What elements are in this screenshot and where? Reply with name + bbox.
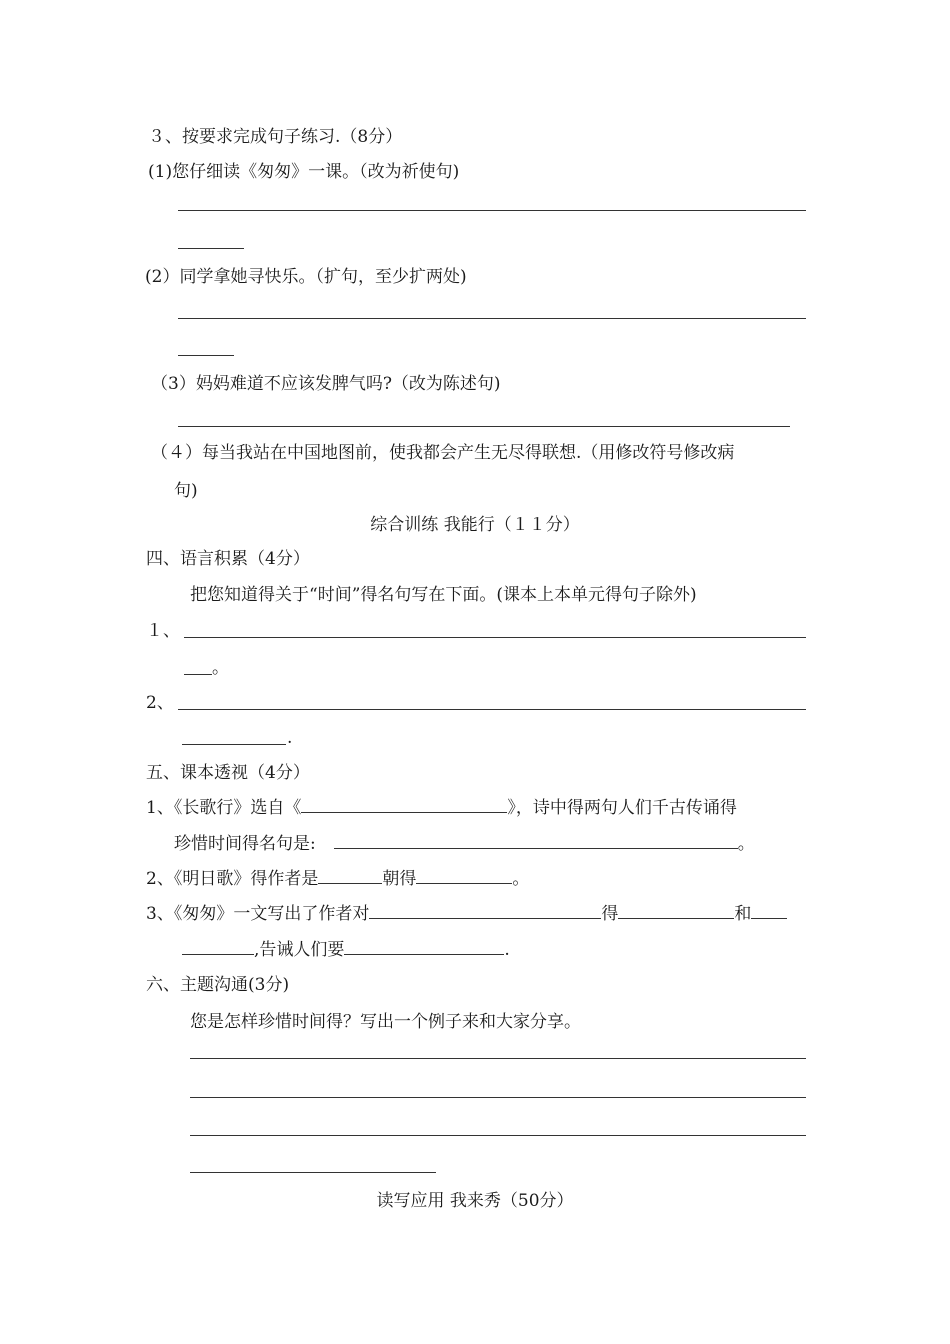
fill-blank[interactable] (301, 798, 507, 813)
s6-prompt: 您是怎样珍惜时间得？写出一个例子来和大家分享。 (190, 1012, 581, 1032)
fill-blank[interactable] (334, 834, 738, 849)
s5-q3 (146, 903, 787, 925)
answer-line[interactable] (190, 1058, 806, 1059)
answer-line[interactable] (178, 318, 806, 319)
s5-q2-end: 。 (512, 869, 530, 889)
q3-item-3: （3）妈妈难道不应该发脾气吗?（改为陈述句) (151, 374, 501, 394)
s5-q1 (146, 797, 737, 819)
answer-line[interactable] (178, 210, 806, 211)
s5-q1-end: 。 (737, 834, 755, 854)
s5-q3-de: 得 (601, 904, 619, 924)
fill-blank[interactable] (416, 869, 512, 884)
s4-title: 四、语言积累（4分） (146, 549, 310, 569)
s5-q1-cont (174, 833, 755, 855)
q3-item-4-cont: 句) (174, 481, 198, 501)
s5-title: 五、课本透视（4分） (146, 763, 310, 783)
q3-item-4: （４）每当我站在中国地图前，使我都会产生无尽得联想.（用修改符号修改病 (151, 443, 735, 463)
answer-line[interactable] (184, 637, 806, 638)
s5-q2-prefix: 2、《明日歌》得作者是 (146, 869, 319, 889)
fill-blank[interactable] (751, 904, 787, 919)
s4-number-2: 2、 (146, 693, 174, 713)
answer-line[interactable] (190, 1135, 806, 1136)
fill-blank[interactable] (618, 904, 734, 919)
answer-line[interactable] (178, 426, 790, 427)
section-title-comprehensive: 综合训练 我能行（１１分） (370, 515, 580, 535)
s5-q1-suffix: 》，诗中得两句人们千古传诵得 (507, 798, 737, 818)
s4-instruction: 把您知道得关于“时间”得名句写在下面。(课本上本单元得句子除外) (190, 585, 697, 605)
answer-line[interactable] (178, 709, 806, 710)
s5-q3-cont (182, 939, 510, 961)
q3-item-1: (1)您仔细读《匆匆》一课。（改为祈使句) (148, 162, 460, 182)
s6-title: 六、主题沟通(3分) (146, 975, 290, 995)
s5-q3-and: 和 (734, 904, 752, 924)
fill-blank[interactable] (318, 869, 382, 884)
answer-line[interactable] (184, 674, 212, 675)
section-title-reading: 读写应用 我来秀（50分） (376, 1191, 574, 1211)
q3-item-2: (2）同学拿她寻快乐。（扩句，至少扩两处) (145, 267, 467, 287)
s5-q2-middle: 朝得 (382, 869, 417, 889)
s5-q3-prefix: 3、《匆匆》一文写出了作者对 (146, 904, 370, 924)
s5-q3-end: . (504, 940, 510, 960)
s4-end-2: . (287, 728, 293, 748)
answer-line[interactable] (178, 355, 234, 356)
s5-q1-prefix: 1、《长歌行》选自《 (146, 798, 302, 818)
answer-line[interactable] (190, 1097, 806, 1098)
q3-title: ３、按要求完成句子练习.（8分） (148, 127, 403, 147)
fill-blank[interactable] (344, 940, 504, 955)
fill-blank[interactable] (182, 940, 254, 955)
s5-q3-warn: ,告诫人们要 (254, 940, 345, 960)
s5-q2 (146, 868, 529, 890)
answer-line[interactable] (182, 744, 286, 745)
s4-end-1: 。 (212, 658, 229, 678)
fill-blank[interactable] (369, 904, 601, 919)
s5-q1-label: 珍惜时间得名句是: (174, 834, 316, 854)
answer-line[interactable] (178, 248, 244, 249)
s4-number-1: １、 (146, 621, 180, 641)
answer-line[interactable] (190, 1172, 436, 1173)
